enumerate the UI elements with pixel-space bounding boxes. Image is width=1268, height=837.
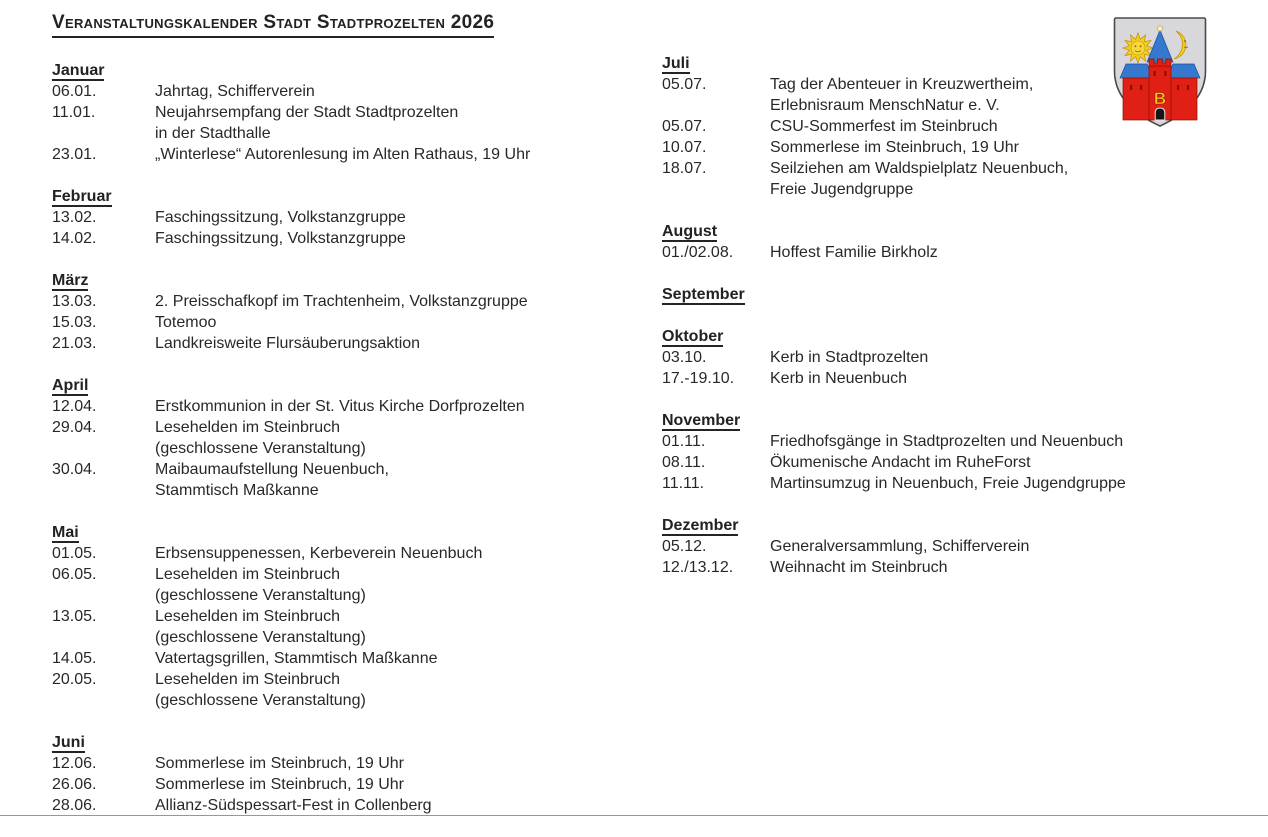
event-description [155, 606, 612, 648]
event-date: 12.04. [52, 398, 97, 415]
event-description [770, 137, 1222, 158]
month-section-juni [52, 732, 612, 816]
event-date: 14.05. [52, 650, 97, 667]
month-heading [662, 284, 1222, 305]
event-line: Kerb in Stadtprozelten [770, 349, 929, 366]
event-line: Stammtisch Maßkanne [155, 482, 319, 499]
event-line: Ökumenische Andacht im RuheForst [770, 454, 1031, 471]
month-heading [662, 515, 1222, 536]
event-date: 01.05. [52, 545, 97, 562]
month-name: Juni [52, 734, 85, 751]
month-heading [52, 375, 612, 396]
event-row [52, 102, 612, 144]
month-section-dezember [662, 515, 1222, 578]
month-name: Oktober [662, 328, 724, 345]
month-section-august [662, 221, 1222, 263]
event-row [52, 459, 612, 501]
event-line: Friedhofsgänge in Stadtprozelten und Neuenbuch [770, 433, 1124, 450]
event-date: 23.01. [52, 146, 97, 163]
event-description [770, 473, 1222, 494]
event-line: Freie Jugendgruppe [770, 181, 914, 198]
event-description [155, 333, 612, 354]
tower-gate [1155, 108, 1165, 120]
event-date: 13.02. [52, 209, 97, 226]
event-description [770, 242, 1222, 263]
page-title: Veranstaltungskalender Stadt Stadtprozelten 2026 [52, 12, 494, 38]
month-name: April [52, 377, 89, 394]
event-description [770, 368, 1222, 389]
event-line: Sommerlese im Steinbruch, 19 Uhr [770, 139, 1019, 156]
event-row [662, 452, 1222, 473]
event-date: 30.04. [52, 461, 97, 478]
event-row [662, 473, 1222, 494]
event-row [52, 144, 612, 165]
event-line: (geschlossene Veranstaltung) [155, 440, 366, 457]
event-row [662, 557, 1222, 578]
month-heading [662, 326, 1222, 347]
event-description [770, 158, 1222, 200]
event-description [155, 648, 612, 669]
event-row [52, 774, 612, 795]
event-date: 12.06. [52, 755, 97, 772]
event-line: Martinsumzug in Neuenbuch, Freie Jugendgruppe [770, 475, 1126, 492]
event-row [52, 795, 612, 816]
month-name: September [662, 286, 745, 303]
event-date: 05.07. [662, 118, 707, 135]
event-description [770, 347, 1222, 368]
event-date: 14.02. [52, 230, 97, 247]
month-heading [52, 186, 612, 207]
event-row [52, 396, 612, 417]
left-roof [1120, 64, 1153, 78]
event-date: 08.11. [662, 454, 706, 471]
event-line: Lesehelden im Steinbruch [155, 419, 341, 436]
spire-finial [1157, 26, 1162, 31]
event-row [662, 137, 1222, 158]
event-line: Kerb in Neuenbuch [770, 370, 907, 387]
event-line: in der Stadthalle [155, 125, 271, 142]
event-row [52, 543, 612, 564]
event-description [155, 312, 612, 333]
event-date: 06.01. [52, 83, 97, 100]
event-line: Sommerlese im Steinbruch, 19 Uhr [155, 755, 404, 772]
month-heading [52, 60, 612, 81]
title-wrap [52, 12, 494, 38]
event-line: Lesehelden im Steinbruch [155, 566, 341, 583]
event-line: „Winterlese“ Autorenlesung im Alten Rathaus, 19 Uhr [155, 146, 531, 163]
event-line: Hoffest Familie Birkholz [770, 244, 938, 261]
event-line: Landkreisweite Flursäuberungsaktion [155, 335, 421, 352]
event-description [155, 228, 612, 249]
event-line: Neujahrsempfang der Stadt Stadtprozelten [155, 104, 459, 121]
event-date: 15.03. [52, 314, 97, 331]
event-date: 28.06. [52, 797, 97, 814]
event-description [155, 417, 612, 459]
month-heading [52, 732, 612, 753]
event-row [52, 417, 612, 459]
month-section-september [662, 284, 1222, 305]
event-date: 11.01. [52, 104, 96, 121]
month-section-februar [52, 186, 612, 249]
month-section-april [52, 375, 612, 501]
month-section-november [662, 410, 1222, 494]
month-name: Dezember [662, 517, 739, 534]
event-line: CSU-Sommerfest im Steinbruch [770, 118, 998, 135]
month-name: Februar [52, 188, 112, 205]
event-line: Faschingssitzung, Volkstanzgruppe [155, 230, 406, 247]
event-description [155, 102, 612, 144]
event-line: Totemoo [155, 314, 217, 331]
month-heading [662, 410, 1222, 431]
month-name: Januar [52, 62, 105, 79]
month-heading [662, 221, 1222, 242]
event-row [52, 564, 612, 606]
event-description [155, 291, 612, 312]
event-description [770, 431, 1222, 452]
event-line: Erbsensuppenessen, Kerbeverein Neuenbuch [155, 545, 483, 562]
event-row [662, 242, 1222, 263]
event-description [155, 795, 612, 816]
event-row [52, 81, 612, 102]
event-row [52, 648, 612, 669]
event-row [52, 669, 612, 711]
right-roof [1167, 64, 1200, 78]
event-date: 21.03. [52, 335, 97, 352]
event-date: 26.06. [52, 776, 97, 793]
month-section-mai [52, 522, 612, 711]
event-line: (geschlossene Veranstaltung) [155, 587, 366, 604]
event-description [155, 207, 612, 228]
month-name: März [52, 272, 89, 289]
event-description [770, 452, 1222, 473]
event-date: 13.05. [52, 608, 97, 625]
event-row [52, 312, 612, 333]
event-date: 11.11. [662, 475, 705, 492]
event-date: 05.07. [662, 76, 707, 93]
event-line: (geschlossene Veranstaltung) [155, 629, 366, 646]
event-date: 05.12. [662, 538, 707, 555]
event-description [155, 753, 612, 774]
event-row [662, 158, 1222, 200]
event-line: 2. Preisschafkopf im Trachtenheim, Volkstanzgruppe [155, 293, 528, 310]
event-row [662, 368, 1222, 389]
calendar-column-left [52, 60, 612, 837]
event-line: Tag der Abenteuer in Kreuzwertheim, [770, 76, 1034, 93]
month-name: November [662, 412, 741, 429]
event-line: Seilziehen am Waldspielplatz Neuenbuch, [770, 160, 1069, 177]
month-heading [52, 270, 612, 291]
event-line: Generalversammlung, Schifferverein [770, 538, 1030, 555]
month-name: Juli [662, 55, 690, 72]
event-description [155, 543, 612, 564]
event-description [155, 81, 612, 102]
month-section-oktober [662, 326, 1222, 389]
event-description [155, 459, 612, 501]
event-description [770, 536, 1222, 557]
right-wing [1170, 78, 1197, 120]
month-name: August [662, 223, 718, 240]
event-description [770, 557, 1222, 578]
event-date: 29.04. [52, 419, 97, 436]
bottom-divider [0, 815, 1268, 816]
event-row [52, 753, 612, 774]
event-date: 17.-19.10. [662, 370, 735, 387]
event-description [155, 774, 612, 795]
event-date: 18.07. [662, 160, 707, 177]
event-line: Maibaumaufstellung Neuenbuch, [155, 461, 389, 478]
event-line: Allianz-Südspessart-Fest in Collenberg [155, 797, 432, 814]
month-heading [52, 522, 612, 543]
event-row [52, 291, 612, 312]
event-description [155, 564, 612, 606]
event-line: Weihnacht im Steinbruch [770, 559, 948, 576]
event-line: Lesehelden im Steinbruch [155, 671, 341, 688]
event-date: 20.05. [52, 671, 97, 688]
event-date: 13.03. [52, 293, 97, 310]
event-line: Jahrtag, Schifferverein [155, 83, 315, 100]
event-date: 12./13.12. [662, 559, 734, 576]
month-section-januar [52, 60, 612, 165]
calendar-column-right [662, 53, 1222, 599]
left-wing [1123, 78, 1150, 120]
event-line: (geschlossene Veranstaltung) [155, 692, 366, 709]
event-date: 03.10. [662, 349, 707, 366]
event-row [662, 536, 1222, 557]
event-line: Vatertagsgrillen, Stammtisch Maßkanne [155, 650, 438, 667]
event-description [155, 396, 612, 417]
month-name: Mai [52, 524, 79, 541]
event-row [52, 228, 612, 249]
event-row [52, 207, 612, 228]
month-section-märz [52, 270, 612, 354]
event-row [662, 347, 1222, 368]
event-row [52, 333, 612, 354]
event-row [662, 431, 1222, 452]
event-line: Lesehelden im Steinbruch [155, 608, 341, 625]
event-row [52, 606, 612, 648]
event-date: 10.07. [662, 139, 707, 156]
event-line: Faschingssitzung, Volkstanzgruppe [155, 209, 406, 226]
event-date: 06.05. [52, 566, 97, 583]
event-description [155, 144, 612, 165]
event-line: Sommerlese im Steinbruch, 19 Uhr [155, 776, 404, 793]
event-line: Erstkommunion in der St. Vitus Kirche Dorfprozelten [155, 398, 525, 415]
event-description [155, 669, 612, 711]
event-date: 01./02.08. [662, 244, 734, 261]
city-coat-of-arms [1110, 13, 1210, 131]
crest-letter: B [1153, 89, 1167, 108]
event-date: 01.11. [662, 433, 706, 450]
event-line: Erlebnisraum MenschNatur e. V. [770, 97, 1000, 114]
